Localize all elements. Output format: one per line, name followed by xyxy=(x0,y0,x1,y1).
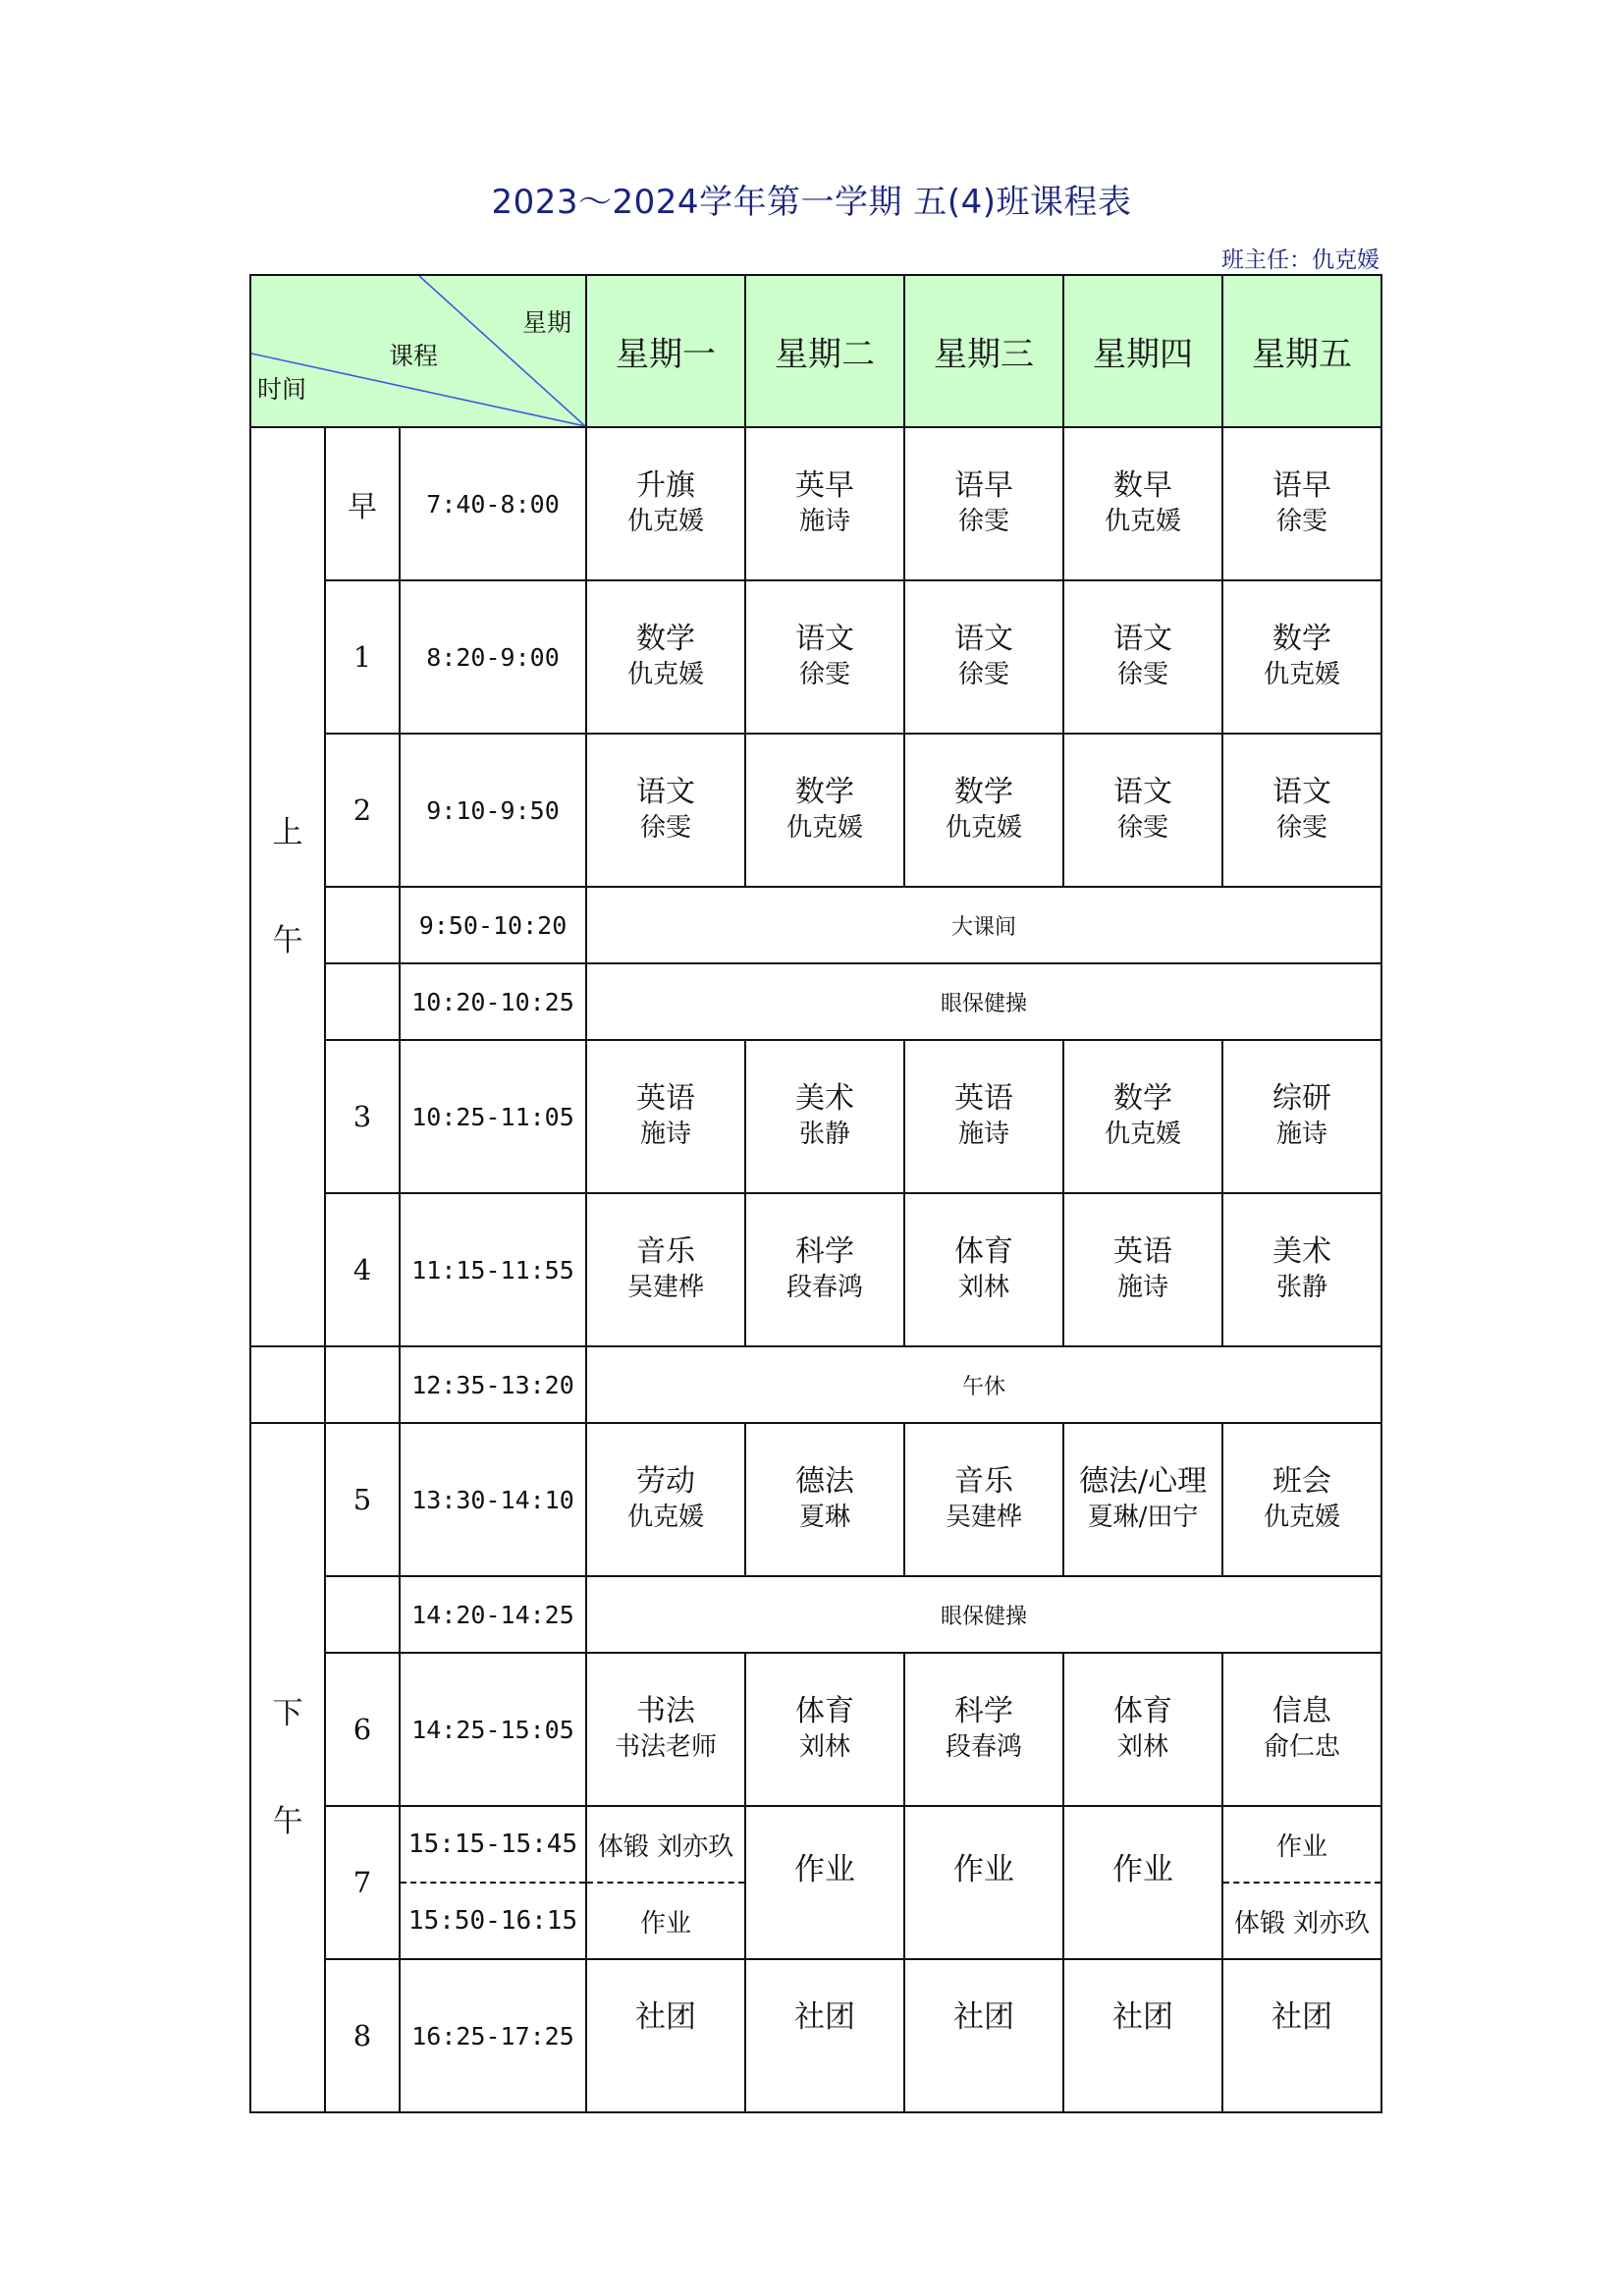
period-label: 8 xyxy=(325,1959,400,2112)
lesson-cell xyxy=(745,1040,904,1193)
lesson-cell: 作业 xyxy=(745,1806,904,1959)
row-period-2 xyxy=(250,734,1381,887)
activity-cell: 眼保健操 xyxy=(586,1576,1381,1653)
lesson-subject: 劳动 xyxy=(636,1464,696,1499)
row-period-1 xyxy=(250,580,1381,734)
period-time: 10:25-11:05 xyxy=(400,1040,586,1193)
period-label: 5 xyxy=(325,1423,400,1576)
lesson-cell xyxy=(1222,427,1381,580)
lesson-subject: 科学 xyxy=(795,1234,855,1269)
lesson-subject: 体育 xyxy=(954,1234,1014,1269)
period-time-a: 15:15-15:45 xyxy=(400,1806,586,1883)
row-eye-exercise-afternoon xyxy=(250,1576,1381,1653)
lesson-cell: 社团 xyxy=(904,1959,1063,2112)
lesson-teacher: 夏琳/田宁 xyxy=(1087,1503,1199,1532)
period-label: 早 xyxy=(325,427,400,580)
lesson-cell xyxy=(904,734,1063,887)
period-time: 11:15-11:55 xyxy=(400,1193,586,1346)
lesson-subject: 美术 xyxy=(1272,1234,1332,1269)
empty-session-cell xyxy=(250,1346,325,1423)
activity-cell: 大课间 xyxy=(586,887,1381,963)
lesson-subject: 数学 xyxy=(795,775,855,809)
day-header-mon: 星期一 xyxy=(586,275,745,427)
lesson-teacher: 仇克媛 xyxy=(1105,507,1182,536)
lesson-teacher: 段春鸿 xyxy=(786,1273,864,1302)
lesson-teacher: 施诗 xyxy=(640,1120,692,1149)
lesson-subject: 数学 xyxy=(636,622,696,656)
lesson-subject: 体育 xyxy=(1113,1694,1173,1728)
lesson-cell xyxy=(1222,734,1381,887)
lesson-subject: 英语 xyxy=(1113,1234,1173,1269)
session-afternoon-char1: 下 xyxy=(272,1696,303,1731)
lesson-cell xyxy=(904,1193,1063,1346)
period-time: 12:35-13:20 xyxy=(400,1346,586,1423)
row-period-3 xyxy=(250,1040,1381,1193)
lesson-teacher: 仇克媛 xyxy=(1264,1503,1341,1532)
lesson-teacher: 徐雯 xyxy=(1117,660,1169,689)
activity-cell: 午休 xyxy=(586,1346,1381,1423)
lesson-subject: 语文 xyxy=(1113,775,1173,809)
period-time-b: 15:50-16:15 xyxy=(400,1883,586,1959)
row-period-6 xyxy=(250,1653,1381,1806)
lesson-cell xyxy=(745,580,904,734)
period-time: 16:25-17:25 xyxy=(400,1959,586,2112)
lesson-cell xyxy=(745,1653,904,1806)
lesson-teacher: 徐雯 xyxy=(1117,813,1169,843)
lesson-subject: 语文 xyxy=(636,775,696,809)
lesson-teacher: 仇克媛 xyxy=(627,507,705,536)
row-eye-exercise-morning xyxy=(250,963,1381,1040)
empty-period-cell xyxy=(325,963,400,1040)
lesson-cell xyxy=(1063,1653,1222,1806)
period-label: 1 xyxy=(325,580,400,734)
lesson-teacher: 仇克媛 xyxy=(1105,1120,1182,1149)
lesson-cell xyxy=(904,1653,1063,1806)
lesson-subject: 综研 xyxy=(1272,1081,1332,1116)
lesson-cell xyxy=(904,427,1063,580)
lesson-subject: 班会 xyxy=(1272,1464,1332,1499)
lesson-teacher: 吴建桦 xyxy=(946,1503,1023,1532)
row-lunch xyxy=(250,1346,1381,1423)
period-time: 8:20-9:00 xyxy=(400,580,586,734)
corner-label-weekday: 星期 xyxy=(522,308,572,337)
period-label: 2 xyxy=(325,734,400,887)
lesson-teacher: 仇克媛 xyxy=(627,1503,705,1532)
lesson-teacher: 徐雯 xyxy=(958,507,1010,536)
page-title: 2023～2024学年第一学期 五(4)班课程表 xyxy=(491,183,1132,222)
lesson-teacher: 刘林 xyxy=(958,1273,1010,1302)
lesson-teacher: 吴建桦 xyxy=(627,1273,705,1302)
head-teacher-label: 班主任：仇克媛 xyxy=(1221,247,1380,273)
lesson-teacher: 刘林 xyxy=(1117,1732,1169,1762)
lesson-subject: 升旗 xyxy=(636,468,696,503)
lesson-teacher: 书法老师 xyxy=(615,1732,718,1762)
lesson-cell xyxy=(586,1423,745,1576)
empty-period-cell xyxy=(325,1576,400,1653)
period-time: 14:20-14:25 xyxy=(400,1576,586,1653)
lesson-subject: 数学 xyxy=(1113,1081,1173,1116)
lesson-subject: 语文 xyxy=(795,622,855,656)
lesson-teacher: 张静 xyxy=(1276,1273,1328,1302)
lesson-cell xyxy=(586,1040,745,1193)
lesson-teacher: 仇克媛 xyxy=(1264,660,1341,689)
period-time: 9:10-9:50 xyxy=(400,734,586,887)
lesson-cell xyxy=(904,580,1063,734)
lesson-cell xyxy=(745,1423,904,1576)
day-header-fri: 星期五 xyxy=(1222,275,1381,427)
lesson-subject: 书法 xyxy=(636,1694,696,1728)
lesson-cell xyxy=(1063,427,1222,580)
period-label: 7 xyxy=(325,1806,400,1959)
period-time: 14:25-15:05 xyxy=(400,1653,586,1806)
lesson-cell xyxy=(1063,1193,1222,1346)
lesson-cell: 社团 xyxy=(1063,1959,1222,2112)
lesson-half-mon-b: 作业 xyxy=(586,1883,745,1959)
lesson-subject: 语早 xyxy=(954,468,1014,503)
session-morning xyxy=(250,427,325,1346)
period-time: 13:30-14:10 xyxy=(400,1423,586,1576)
lesson-teacher: 仇克媛 xyxy=(946,813,1023,843)
lesson-subject: 音乐 xyxy=(636,1234,696,1269)
lesson-subject: 数学 xyxy=(1272,622,1332,656)
period-time: 10:20-10:25 xyxy=(400,963,586,1040)
empty-period-cell xyxy=(325,1346,400,1423)
row-period-7a xyxy=(250,1806,1381,1883)
row-big-break xyxy=(250,887,1381,963)
lesson-subject: 德法/心理 xyxy=(1078,1464,1208,1499)
period-label: 3 xyxy=(325,1040,400,1193)
lesson-subject: 信息 xyxy=(1272,1694,1332,1728)
session-afternoon-char2: 午 xyxy=(272,1804,303,1839)
lesson-cell: 作业 xyxy=(1063,1806,1222,1959)
lesson-cell xyxy=(745,1193,904,1346)
lesson-cell: 社团 xyxy=(586,1959,745,2112)
lesson-cell xyxy=(1063,1040,1222,1193)
day-header-thu: 星期四 xyxy=(1063,275,1222,427)
lesson-cell xyxy=(586,427,745,580)
period-time: 7:40-8:00 xyxy=(400,427,586,580)
lesson-subject: 英语 xyxy=(954,1081,1014,1116)
lesson-teacher: 施诗 xyxy=(1117,1273,1169,1302)
lesson-subject: 体育 xyxy=(795,1694,855,1728)
lesson-subject: 语文 xyxy=(1272,775,1332,809)
lesson-teacher: 刘林 xyxy=(799,1732,851,1762)
lesson-teacher: 张静 xyxy=(799,1120,851,1149)
period-time: 9:50-10:20 xyxy=(400,887,586,963)
period-label: 4 xyxy=(325,1193,400,1346)
lesson-cell xyxy=(1222,1423,1381,1576)
row-zao xyxy=(250,427,1381,580)
lesson-teacher: 徐雯 xyxy=(958,660,1010,689)
corner-label-time: 时间 xyxy=(257,375,307,404)
lesson-cell xyxy=(745,734,904,887)
lesson-cell xyxy=(1063,734,1222,887)
lesson-teacher: 徐雯 xyxy=(799,660,851,689)
lesson-cell: 社团 xyxy=(1222,1959,1381,2112)
row-period-8 xyxy=(250,1959,1381,2112)
session-afternoon xyxy=(250,1423,325,2112)
lesson-cell xyxy=(586,1193,745,1346)
lesson-subject: 德法 xyxy=(795,1464,855,1499)
lesson-half-mon-a: 体锻 刘亦玖 xyxy=(586,1806,745,1883)
lesson-half-fri-b: 体锻 刘亦玖 xyxy=(1222,1883,1381,1959)
timetable xyxy=(249,274,1382,2113)
lesson-cell xyxy=(586,1653,745,1806)
lesson-cell xyxy=(1222,580,1381,734)
day-header-wed: 星期三 xyxy=(904,275,1063,427)
lesson-teacher: 仇克媛 xyxy=(627,660,705,689)
corner-cell xyxy=(250,275,586,427)
lesson-teacher: 仇克媛 xyxy=(786,813,864,843)
session-morning-char2: 午 xyxy=(272,923,303,958)
lesson-cell xyxy=(1063,580,1222,734)
lesson-subject: 美术 xyxy=(795,1081,855,1116)
row-period-5 xyxy=(250,1423,1381,1576)
lesson-subject: 数学 xyxy=(954,775,1014,809)
lesson-subject: 语文 xyxy=(1113,622,1173,656)
lesson-subject: 数早 xyxy=(1113,468,1173,503)
lesson-cell: 作业 xyxy=(904,1806,1063,1959)
lesson-teacher: 施诗 xyxy=(958,1120,1010,1149)
lesson-cell xyxy=(904,1040,1063,1193)
lesson-subject: 英早 xyxy=(795,468,855,503)
lesson-subject: 科学 xyxy=(954,1694,1014,1728)
empty-period-cell xyxy=(325,887,400,963)
lesson-cell xyxy=(904,1423,1063,1576)
lesson-teacher: 段春鸿 xyxy=(946,1732,1023,1762)
lesson-subject: 英语 xyxy=(636,1081,696,1116)
lesson-teacher: 徐雯 xyxy=(1276,507,1328,536)
lesson-subject: 语文 xyxy=(954,622,1014,656)
corner-label-course: 课程 xyxy=(389,342,439,370)
lesson-cell xyxy=(1063,1423,1222,1576)
lesson-cell xyxy=(586,580,745,734)
header-row xyxy=(250,275,1381,427)
lesson-cell xyxy=(586,734,745,887)
period-label: 6 xyxy=(325,1653,400,1806)
lesson-cell xyxy=(745,427,904,580)
row-period-4 xyxy=(250,1193,1381,1346)
lesson-teacher: 施诗 xyxy=(1276,1120,1328,1149)
lesson-cell: 社团 xyxy=(745,1959,904,2112)
session-morning-char1: 上 xyxy=(272,815,303,850)
lesson-cell xyxy=(1222,1040,1381,1193)
lesson-cell xyxy=(1222,1193,1381,1346)
lesson-teacher: 施诗 xyxy=(799,507,851,536)
activity-cell: 眼保健操 xyxy=(586,963,1381,1040)
lesson-teacher: 徐雯 xyxy=(640,813,692,843)
lesson-teacher: 徐雯 xyxy=(1276,813,1328,843)
lesson-teacher: 俞仁忠 xyxy=(1264,1732,1341,1762)
day-header-tue: 星期二 xyxy=(745,275,904,427)
lesson-teacher: 夏琳 xyxy=(799,1503,851,1532)
lesson-cell xyxy=(1222,1653,1381,1806)
lesson-subject: 语早 xyxy=(1272,468,1332,503)
lesson-subject: 音乐 xyxy=(954,1464,1014,1499)
lesson-half-fri-a: 作业 xyxy=(1222,1806,1381,1883)
